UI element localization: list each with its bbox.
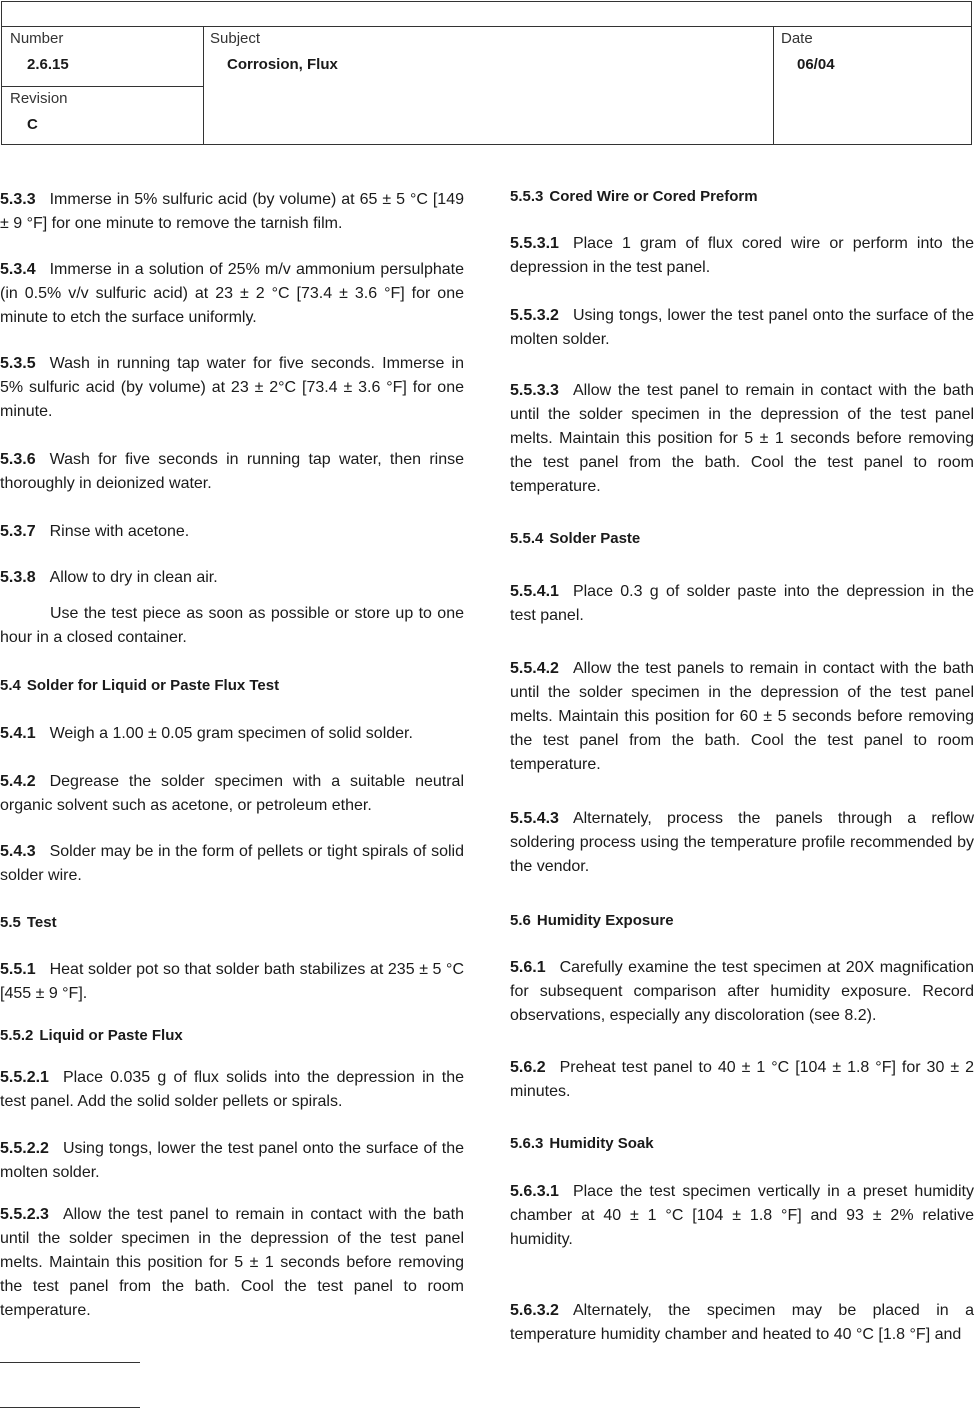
paragraph-number: 5.6.3.2	[510, 1302, 559, 1319]
paragraph-number: 5.4.2	[0, 773, 36, 790]
paragraph	[510, 956, 974, 1028]
paragraph	[510, 1299, 974, 1347]
header-divider	[203, 26, 204, 144]
paragraph-number: 5.3.5	[0, 355, 36, 372]
paragraph-text: Wash in running tap water for five seconds. Immerse in 5% sulfuric acid (by volume) at 23 ± 2°C [73.4 ± 3.6 °F] for one minute.	[0, 355, 464, 420]
paragraph-text: Place 1 gram of flux cored wire or perform into the depression in the test panel.	[510, 235, 974, 276]
paragraph-text: Preheat test panel to 40 ± 1 °C [104 ± 1.8 °F] for 30 ± 2 minutes.	[510, 1059, 974, 1100]
paragraph-number: 5.3.6	[0, 451, 36, 468]
section-heading	[510, 527, 974, 551]
section-heading	[0, 1024, 464, 1048]
section-title: Solder for Liquid or Paste Flux Test	[26, 677, 280, 694]
paragraph-number: 5.4.3	[0, 843, 36, 860]
section-title: Humidity Exposure	[536, 912, 674, 929]
paragraph-number: 5.5.1	[0, 961, 36, 978]
paragraph-text: Use the test piece as soon as possible or store up to one hour in a closed container.	[0, 605, 464, 646]
section-number: 5.5.2	[0, 1027, 34, 1044]
subject-value: Corrosion, Flux	[227, 56, 338, 73]
section-heading	[0, 674, 464, 698]
paragraph	[0, 188, 464, 236]
paragraph-number: 5.6.2	[510, 1059, 546, 1076]
paragraph-text: Alternately, the specimen may be placed in a temperature humidity chamber and heated to 40 °C [1.8 °F] and	[510, 1302, 974, 1343]
paragraph-number: 5.5.3.2	[510, 307, 559, 324]
paragraph-number: 5.3.4	[0, 261, 36, 278]
section-heading	[510, 1132, 974, 1156]
paragraph	[510, 580, 974, 628]
paragraph-number: 5.4.1	[0, 725, 36, 742]
paragraph-text: Place the test specimen vertically in a preset humidity chamber at 40 ± 1 °C [104 ± 1.8 °F] and 93 ± 2% relative humidity.	[510, 1183, 974, 1248]
paragraph	[0, 602, 464, 650]
paragraph-text: Rinse with acetone.	[49, 523, 190, 540]
paragraph-number: 5.5.2.1	[0, 1069, 49, 1086]
section-heading	[510, 909, 974, 933]
paragraph-text: Using tongs, lower the test panel onto the surface of the molten solder.	[510, 307, 974, 348]
paragraph	[0, 566, 464, 590]
paragraph	[0, 840, 464, 888]
header-divider	[2, 86, 203, 87]
paragraph	[0, 770, 464, 818]
section-title: Liquid or Paste Flux	[39, 1027, 183, 1044]
section-heading	[510, 185, 974, 209]
section-heading	[0, 911, 464, 935]
paragraph-number: 5.3.3	[0, 191, 36, 208]
paragraph-number: 5.5.4.3	[510, 810, 559, 827]
section-number: 5.5.4	[510, 530, 544, 547]
paragraph-text: Place 0.035 g of flux solids into the depression in the test panel. Add the solid solder pellets or spirals.	[0, 1069, 464, 1110]
paragraph-number: 5.5.4.2	[510, 660, 559, 677]
footnote-rule	[0, 1407, 140, 1408]
paragraph-number: 5.5.3.1	[510, 235, 559, 252]
section-title: Solder Paste	[549, 530, 641, 547]
paragraph-text: Degrease the solder specimen with a suitable neutral organic solvent such as acetone, or petroleum ether.	[0, 773, 464, 814]
paragraph-text: Allow the test panel to remain in contact with the bath until the solder specimen in the depression of the test panel melts. Maintain this position for 5 ± 1 seconds before removing the test panel from the bath. Cool the test panel to room temperature.	[510, 382, 974, 495]
paragraph-number: 5.5.3.3	[510, 382, 559, 399]
header-divider	[773, 26, 774, 144]
paragraph-text: Carefully examine the test specimen at 20X magnification for subsequent comparison after humidity exposure. Record observations, especially any discoloration (see 8.2).	[510, 959, 974, 1024]
paragraph	[0, 1137, 464, 1185]
revision-label: Revision	[10, 90, 68, 107]
paragraph	[510, 1056, 974, 1104]
footnote-rule	[0, 1362, 140, 1363]
paragraph	[0, 1203, 464, 1323]
paragraph-number: 5.6.1	[510, 959, 546, 976]
paragraph	[510, 304, 974, 352]
date-label: Date	[781, 30, 813, 47]
section-number: 5.5	[0, 914, 21, 931]
paragraph-text: Alternately, process the panels through a reflow soldering process using the temperature profile recommended by the vendor.	[510, 810, 974, 875]
paragraph	[510, 1180, 974, 1252]
paragraph	[0, 1066, 464, 1114]
paragraph-text: Solder may be in the form of pellets or tight spirals of solid solder wire.	[0, 843, 464, 884]
section-title: Humidity Soak	[549, 1135, 654, 1152]
paragraph	[0, 448, 464, 496]
paragraph	[510, 807, 974, 879]
section-number: 5.5.3	[510, 188, 544, 205]
paragraph-number: 5.5.4.1	[510, 583, 559, 600]
paragraph	[510, 232, 974, 280]
paragraph-text: Wash for five seconds in running tap water, then rinse thoroughly in deionized water.	[0, 451, 464, 492]
paragraph	[510, 379, 974, 499]
paragraph	[0, 958, 464, 1006]
revision-value: C	[27, 116, 38, 133]
paragraph-text: Place 0.3 g of solder paste into the depression in the test panel.	[510, 583, 974, 624]
paragraph-text: Allow the test panel to remain in contact with the bath until the solder specimen in the depression of the test panel melts. Maintain this position for 5 ± 1 seconds before removing the test panel from the bath. Cool the test panel to room temperature.	[0, 1206, 464, 1319]
section-number: 5.4	[0, 677, 21, 694]
paragraph-text: Immerse in a solution of 25% m/v ammonium persulphate (in 0.5% v/v sulfuric acid) at 23 ± 2 °C [73.4 ± 3.6 °F] for one minute to etch the surface uniformly.	[0, 261, 464, 326]
number-value: 2.6.15	[27, 56, 69, 73]
paragraph-text: Using tongs, lower the test panel onto the surface of the molten solder.	[0, 1140, 464, 1181]
section-title: Test	[26, 914, 57, 931]
paragraph-text: Weigh a 1.00 ± 0.05 gram specimen of solid solder.	[49, 725, 413, 742]
paragraph-number: 5.3.7	[0, 523, 36, 540]
paragraph	[0, 258, 464, 330]
document-header	[1, 1, 972, 145]
date-value: 06/04	[797, 56, 835, 73]
paragraph-number: 5.6.3.1	[510, 1183, 559, 1200]
paragraph-text: Allow the test panels to remain in contact with the bath until the solder specimen in the depression of the test panel melts. Maintain this position for 60 ± 5 seconds before removing the test panel from the bath. Cool the test panel to room temperature.	[510, 660, 974, 773]
number-label: Number	[10, 30, 64, 47]
paragraph-text: Immerse in 5% sulfuric acid (by volume) at 65 ± 5 °C [149 ± 9 °F] for one minute to remove the tarnish film.	[0, 191, 464, 232]
paragraph	[0, 352, 464, 424]
header-top-strip	[2, 2, 971, 27]
paragraph-number: 5.5.2.2	[0, 1140, 49, 1157]
paragraph	[0, 520, 464, 544]
paragraph-number: 5.3.8	[0, 569, 36, 586]
paragraph-number: 5.5.2.3	[0, 1206, 49, 1223]
paragraph	[0, 722, 464, 746]
paragraph-text: Heat solder pot so that solder bath stabilizes at 235 ± 5 °C [455 ± 9 °F].	[0, 961, 464, 1002]
section-number: 5.6	[510, 912, 531, 929]
section-title: Cored Wire or Cored Preform	[549, 188, 758, 205]
section-number: 5.6.3	[510, 1135, 544, 1152]
subject-label: Subject	[210, 30, 261, 47]
paragraph-text: Allow to dry in clean air.	[49, 569, 218, 586]
paragraph	[510, 657, 974, 777]
